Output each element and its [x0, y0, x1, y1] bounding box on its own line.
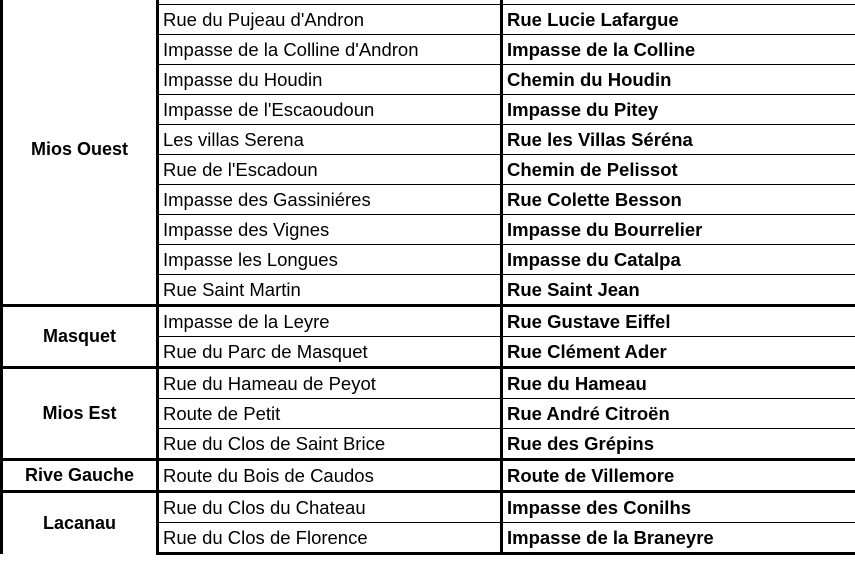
new-street-name: Rue du Hameau: [502, 368, 855, 399]
old-street-name: Impasse du Houdin: [158, 65, 502, 95]
new-street-name: Rue Lucie Lafargue: [502, 5, 855, 35]
old-street-name: Rue du Pujeau d'Andron: [158, 5, 502, 35]
old-street-name: Impasse des Gassiniéres: [158, 185, 502, 215]
new-street-name: Rue Clément Ader: [502, 337, 855, 368]
table-row: [2, 368, 855, 399]
group-label: Mios Est: [2, 368, 158, 460]
old-street-name: Les villas Serena: [158, 125, 502, 155]
old-street-name: Impasse de la Colline d'Andron: [158, 35, 502, 65]
group-label: Mios Ouest: [2, 0, 158, 306]
table-row: [2, 460, 855, 492]
group-label: Lacanau: [2, 492, 158, 554]
new-street-name: Rue Gustave Eiffel: [502, 306, 855, 337]
new-street-name: Chemin de Pelissot: [502, 155, 855, 185]
new-street-name: Impasse du Bourrelier: [502, 215, 855, 245]
new-street-name: Impasse des Conilhs: [502, 492, 855, 523]
old-street-name: Rue du Parc de Masquet: [158, 337, 502, 368]
old-street-name: Rue de l'Escadoun: [158, 155, 502, 185]
old-street-name: Route de Petit: [158, 399, 502, 429]
old-street-name: Rue Saint Martin: [158, 275, 502, 306]
new-street-name: Impasse de la Braneyre: [502, 523, 855, 554]
new-street-name: Route de Villemore: [502, 460, 855, 492]
new-street-name: Impasse de la Colline: [502, 35, 855, 65]
new-street-name: Rue des Grépins: [502, 429, 855, 460]
old-street-name: Rue du Clos de Florence: [158, 523, 502, 554]
old-street-name: Impasse les Longues: [158, 245, 502, 275]
table-body: [2, 0, 855, 554]
new-street-name: Impasse du Pitey: [502, 95, 855, 125]
group-label: Rive Gauche: [2, 460, 158, 492]
new-street-name: Rue Colette Besson: [502, 185, 855, 215]
old-street-name: Impasse de l'Escaoudoun: [158, 95, 502, 125]
new-street-name: Rue Saint Jean: [502, 275, 855, 306]
old-street-name: Rue du Hameau de Peyot: [158, 368, 502, 399]
table-row: [2, 492, 855, 523]
old-street-name: Impasse des Vignes: [158, 215, 502, 245]
new-street-name: Rue André Citroën: [502, 399, 855, 429]
table-row: [2, 306, 855, 337]
old-street-name: Rue du Clos du Chateau: [158, 492, 502, 523]
old-street-name: Route du Bois de Caudos: [158, 460, 502, 492]
new-street-name: Rue les Villas Séréna: [502, 125, 855, 155]
new-street-name: Chemin du Houdin: [502, 65, 855, 95]
group-label: Masquet: [2, 306, 158, 368]
old-street-name: Rue du Clos de Saint Brice: [158, 429, 502, 460]
new-street-name: Impasse du Catalpa: [502, 245, 855, 275]
old-street-name: Impasse de la Leyre: [158, 306, 502, 337]
